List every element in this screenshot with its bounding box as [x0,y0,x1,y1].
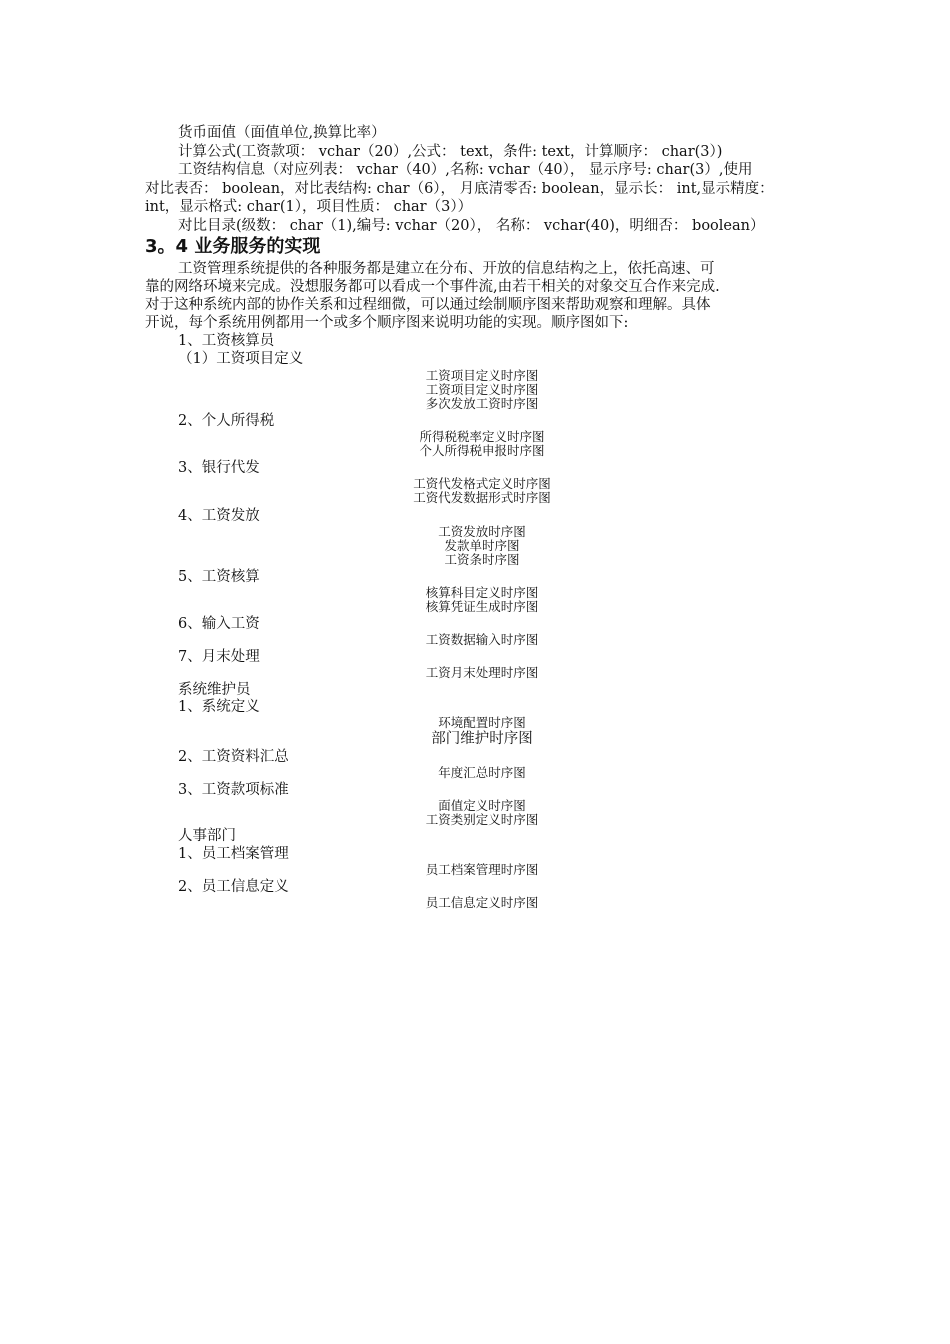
list-item: 3、银行代发 [178,460,260,476]
list-item: 3、工资款项标准 [178,782,289,798]
diagram-caption: 工资代发格式定义时序图 [413,476,551,491]
list-item: 4、工资发放 [178,508,260,524]
list-item: 1、系统定义 [178,699,260,715]
diagram-caption: 核算科目定义时序图 [425,585,539,600]
diagram-caption: 工资类别定义时序图 [425,812,539,827]
list-item: 2、工资资料汇总 [178,749,289,765]
diagram-caption: 员工档案管理时序图 [425,862,539,877]
list-item: 1、员工档案管理 [178,846,289,862]
diagram-caption: 工资项目定义时序图 [425,368,539,383]
role-heading: 1、工资核算员 [178,333,275,349]
diagram-caption: 面值定义时序图 [438,798,526,813]
paragraph-line: 开说，每个系统用例都用一个或多个顺序图来说明功能的实现。顺序图如下: [145,315,629,331]
list-item: 6、输入工资 [178,616,260,632]
list-item: 5、工资核算 [178,569,260,585]
paragraph-line: 靠的网络环境来完成。没想服务都可以看成一个事件流,由若干相关的对象交互合作来完成. [145,279,720,295]
diagram-caption: 员工信息定义时序图 [425,895,539,910]
list-item: 7、月末处理 [178,649,260,665]
paragraph-line: 工资管理系统提供的各种服务都是建立在分布、开放的信息结构之上，依托高速、可 [178,261,715,277]
diagram-caption: 个人所得税申报时序图 [419,443,545,458]
diagram-caption: 年度汇总时序图 [438,765,526,780]
list-item: （1）工资项目定义 [178,351,304,367]
text-line: 计算公式(工资款项： vchar（20）,公式： text，条件: text，计算顺序： char(3）) [178,144,723,160]
text-line: 对比表否： boolean，对比表结构: char（6）， 月底清零否: boolean，显示长： int,显示精度： [145,181,774,197]
list-item: 2、个人所得税 [178,413,275,429]
diagram-caption: 工资代发数据形式时序图 [413,490,551,505]
diagram-caption: 工资项目定义时序图 [425,382,539,397]
diagram-caption: 工资数据输入时序图 [425,632,539,647]
diagram-caption: 发款单时序图 [444,538,520,553]
paragraph-line: 对于这种系统内部的协作关系和过程细微，可以通过绘制顺序图来帮助观察和理解。具体 [145,297,711,313]
role-heading: 系统维护员 [178,682,251,698]
text-line: int，显示格式: char(1），项目性质： char（3）） [145,199,473,215]
diagram-caption: 核算凭证生成时序图 [425,599,539,614]
list-item: 2、员工信息定义 [178,879,289,895]
text-line: 货币面值（面值单位,换算比率） [178,125,386,141]
diagram-caption: 工资月末处理时序图 [425,665,539,680]
diagram-caption: 所得税税率定义时序图 [419,429,545,444]
diagram-caption: 多次发放工资时序图 [425,396,539,411]
diagram-caption: 部门维护时序图 [431,731,533,747]
diagram-caption: 工资条时序图 [444,552,520,567]
text-line: 工资结构信息（对应列表： vchar（40）,名称: vchar（40）， 显示序号: char(3）,使用 [178,162,753,178]
text-line: 对比目录(级数： char（1),编号: vchar（20）， 名称： vchar(40)，明细否： boolean） [178,218,765,234]
role-heading: 人事部门 [178,828,236,844]
diagram-caption: 环境配置时序图 [438,715,526,730]
diagram-caption: 工资发放时序图 [438,524,526,539]
section-heading: 3。4 业务服务的实现 [145,236,321,257]
